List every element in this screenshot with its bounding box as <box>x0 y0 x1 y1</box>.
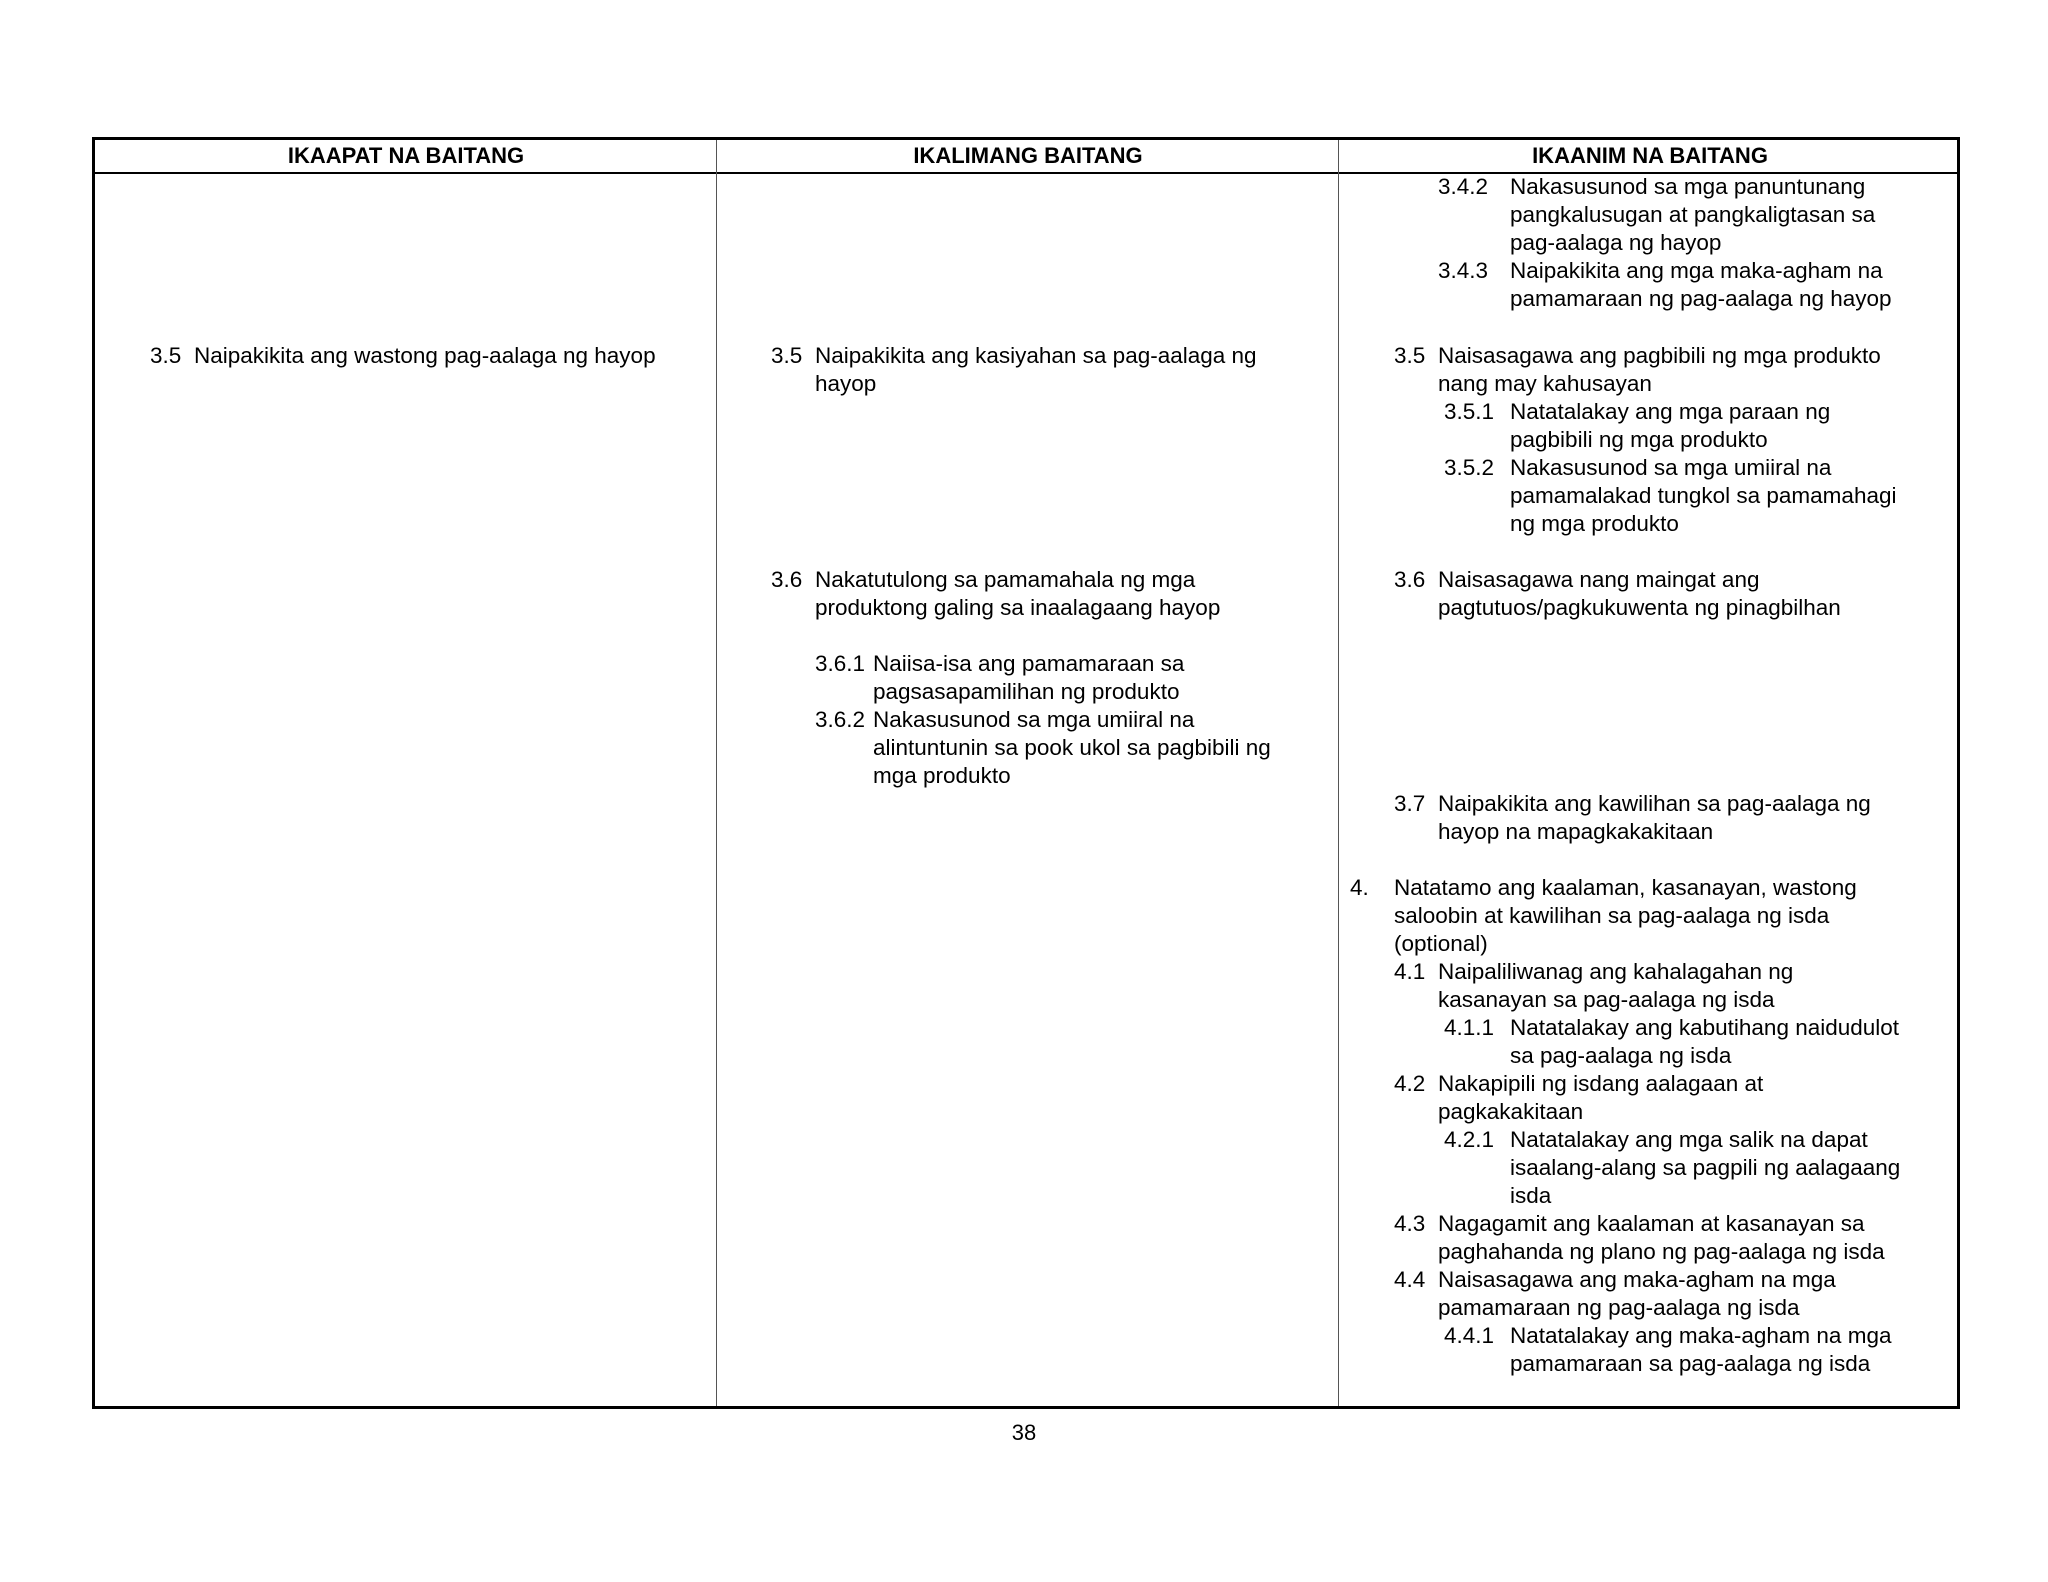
header-ikaanim: IKAANIM NA BAITANG <box>1532 143 1768 168</box>
item-text <box>1510 1014 1899 1070</box>
item-number: 4.4 <box>1394 1267 1426 1292</box>
item-line: hayop <box>815 371 877 396</box>
item-line: Naipakikita ang kasiyahan sa pag-aalaga ng <box>815 343 1257 368</box>
item-line: Naisasagawa ang maka-agham na mga <box>1438 1267 1836 1292</box>
item-line: Natatalakay ang mga paraan ng <box>1510 399 1831 424</box>
item-line: pangkalusugan at pangkaligtasan sa <box>1510 202 1876 227</box>
item-line: pamamaraan ng pag-aalaga ng isda <box>1438 1295 1800 1320</box>
header-ikalima: IKALIMANG BAITANG <box>913 143 1143 168</box>
item-line: alintuntunin sa pook ukol sa pagbibili ng <box>873 735 1271 760</box>
item-line: Naipaliliwanag ang kahalagahan ng <box>1438 959 1794 984</box>
item-line: Nakatutulong sa pamamahala ng mga <box>815 567 1196 592</box>
item-line: Natatamo ang kaalaman, kasanayan, wastong <box>1394 875 1857 900</box>
item-line: pamamalakad tungkol sa pamamahagi <box>1510 483 1897 508</box>
item-line: (optional) <box>1394 931 1488 956</box>
item-number: 3.5.2 <box>1444 455 1495 480</box>
item-text <box>1438 1266 1836 1322</box>
item-line: pagkakakitaan <box>1438 1099 1584 1124</box>
item-line: Naiisa-isa ang pamamaraan sa <box>873 651 1185 676</box>
item-text <box>1394 874 1857 958</box>
item-line: Naipakikita ang mga maka-agham na <box>1510 258 1883 283</box>
item-line: isaalang-alang sa pagpili ng aalagaang <box>1510 1155 1901 1180</box>
item-line: pag-aalaga ng hayop <box>1510 230 1722 255</box>
item-line: produktong galing sa inaalagaang hayop <box>815 595 1221 620</box>
item-text <box>1510 173 1875 257</box>
item-text <box>1510 454 1896 538</box>
item-line: Nakasusunod sa mga umiiral na <box>873 707 1195 732</box>
item-text <box>873 706 1271 790</box>
item-number: 4.1 <box>1394 959 1426 984</box>
table-header-row <box>95 140 1957 174</box>
item-line: pagbibili ng mga produkto <box>1510 427 1768 452</box>
column-divider <box>1338 140 1339 1406</box>
item-number: 4.4.1 <box>1444 1323 1495 1348</box>
item-line: saloobin at kawilihan sa pag-aalaga ng isda <box>1394 903 1830 928</box>
item-line: paghahanda ng plano ng pag-aalaga ng isda <box>1438 1239 1885 1264</box>
item-text <box>1438 790 1871 846</box>
item-number: 3.6 <box>771 567 803 592</box>
item-line: Natatalakay ang mga salik na dapat <box>1510 1127 1868 1152</box>
item-line: Nakasusunod sa mga umiiral na <box>1510 455 1832 480</box>
item-line: Nakapipili ng isdang aalagaan at <box>1438 1071 1764 1096</box>
item-text <box>194 342 656 370</box>
item-text <box>1438 566 1841 622</box>
item-line: ng mga produkto <box>1510 511 1679 536</box>
item-line: Natatalakay ang maka-agham na mga <box>1510 1323 1892 1348</box>
item-line: mga produkto <box>873 763 1011 788</box>
item-text <box>815 566 1220 622</box>
item-text <box>1510 1322 1891 1378</box>
item-text <box>1438 342 1881 398</box>
item-number: 3.7 <box>1394 791 1426 816</box>
item-number: 4.1.1 <box>1444 1015 1495 1040</box>
item-line: hayop na mapagkakakitaan <box>1438 819 1714 844</box>
item-number: 3.6.1 <box>815 651 866 676</box>
item-number: 4. <box>1350 875 1369 900</box>
item-line: pamamaraan sa pag-aalaga ng isda <box>1510 1351 1871 1376</box>
item-number: 3.5 <box>771 343 803 368</box>
item-number: 3.6 <box>1394 567 1426 592</box>
item-text <box>815 342 1257 398</box>
item-number: 3.4.2 <box>1438 174 1489 199</box>
item-line: kasanayan sa pag-aalaga ng isda <box>1438 987 1775 1012</box>
item-text <box>1510 257 1892 313</box>
item-number: 4.2 <box>1394 1071 1426 1096</box>
item-line: pagtutuos/pagkukuwenta ng pinagbilhan <box>1438 595 1841 620</box>
item-text <box>1438 1070 1763 1126</box>
item-line: Nakasusunod sa mga panuntunang <box>1510 174 1866 199</box>
item-number: 3.5.1 <box>1444 399 1495 424</box>
item-number: 3.4.3 <box>1438 258 1489 283</box>
page-number: 38 <box>1011 1420 1037 1445</box>
item-line: pamamaraan ng pag-aalaga ng hayop <box>1510 286 1892 311</box>
item-number: 4.2.1 <box>1444 1127 1495 1152</box>
item-text <box>873 650 1184 706</box>
item-number: 3.5 <box>1394 343 1426 368</box>
item-line: Naisasagawa ang pagbibili ng mga produkto <box>1438 343 1881 368</box>
item-number: 3.5 <box>150 343 182 368</box>
item-number: 4.3 <box>1394 1211 1426 1236</box>
item-line: Naipakikita ang kawilihan sa pag-aalaga ng <box>1438 791 1871 816</box>
item-text <box>1438 958 1793 1014</box>
item-line: Nagagamit ang kaalaman at kasanayan sa <box>1438 1211 1865 1236</box>
item-line: nang may kahusayan <box>1438 371 1652 396</box>
item-line: pagsasapamilihan ng produkto <box>873 679 1180 704</box>
item-line: Naipakikita ang wastong pag-aalaga ng hayop <box>194 343 656 368</box>
item-text <box>1438 1210 1885 1266</box>
column-divider <box>716 140 717 1406</box>
item-line: Natatalakay ang kabutihang naidudulot <box>1510 1015 1900 1040</box>
item-line: Naisasagawa nang maingat ang <box>1438 567 1760 592</box>
item-line: isda <box>1510 1183 1552 1208</box>
item-line: sa pag-aalaga ng isda <box>1510 1043 1732 1068</box>
item-text <box>1510 398 1830 454</box>
item-number: 3.6.2 <box>815 707 866 732</box>
header-ikaapat: IKAAPAT NA BAITANG <box>287 143 525 168</box>
item-text <box>1510 1126 1900 1210</box>
